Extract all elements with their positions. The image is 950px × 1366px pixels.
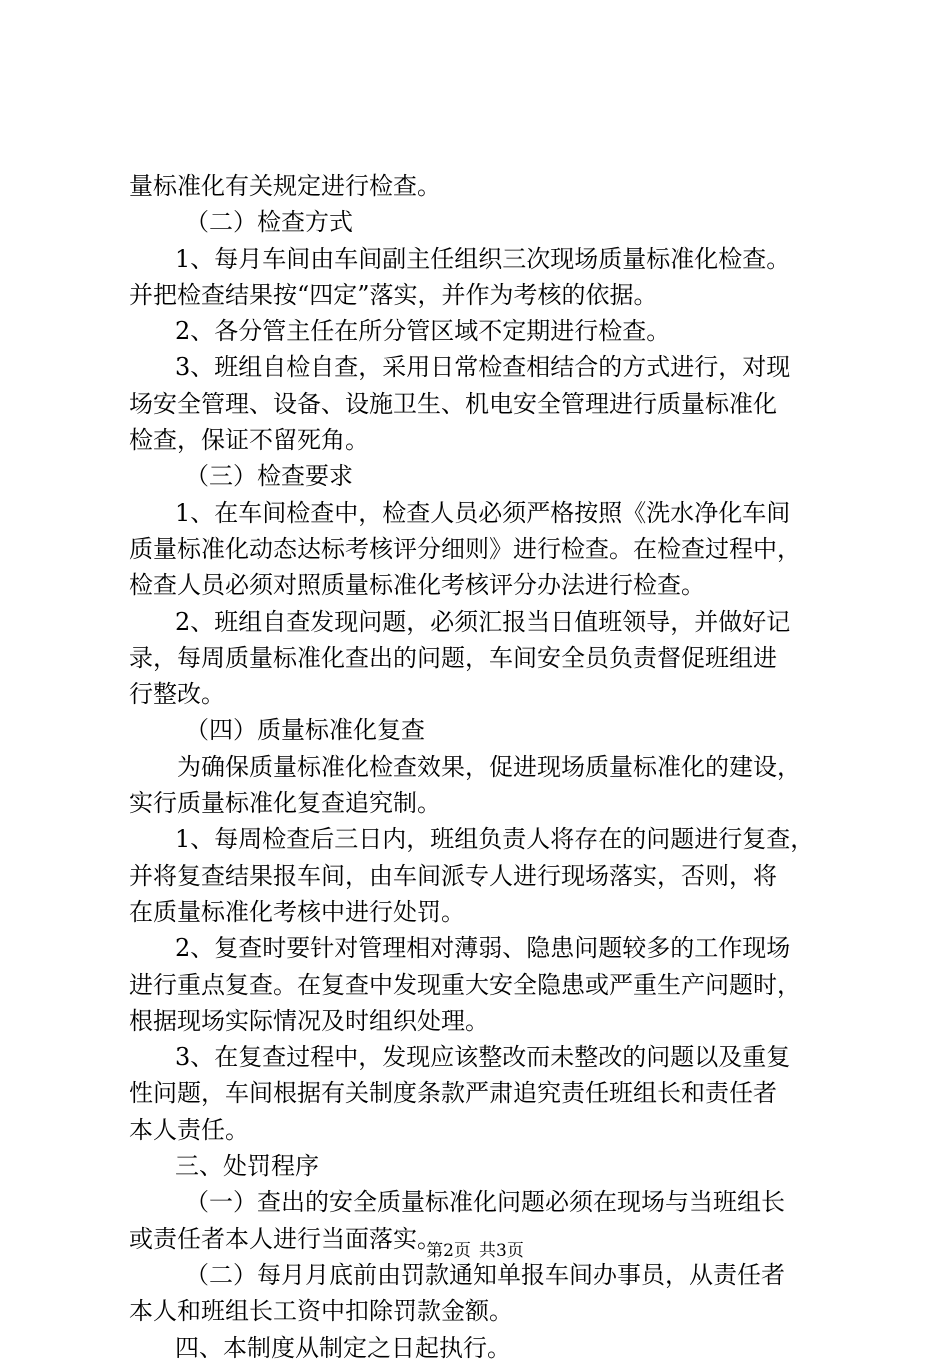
text-line: 实行质量标准化复查追究制。 — [129, 789, 441, 818]
text-line: 检查，保证不留死角。 — [129, 426, 369, 455]
text-line: 或责任者本人进行当面落实。 — [129, 1224, 441, 1253]
section-heading: 四、本制度从制定之日起执行。 — [175, 1333, 511, 1362]
text-line: 录，每周质量标准化查出的问题，车间安全员负责督促班组进 — [129, 643, 777, 672]
text-line: 并将复查结果报车间，由车间派专人进行现场落实，否则，将 — [129, 861, 777, 890]
text-line: 3、在复查过程中，发现应该整改而未整改的问题以及重复 — [175, 1043, 791, 1072]
text-line: 1、每月车间由车间副主任组织三次现场质量标准化检查。 — [175, 244, 791, 273]
text-line: 本人和班组长工资中扣除罚款金额。 — [129, 1297, 513, 1326]
text-line: 为确保质量标准化检查效果，促进现场质量标准化的建设， — [177, 752, 801, 781]
text-line: 2、班组自查发现问题，必须汇报当日值班领导，并做好记 — [175, 607, 791, 636]
text-line: 根据现场实际情况及时组织处理。 — [129, 1006, 489, 1035]
text-line: 2、各分管主任在所分管区域不定期进行检查。 — [175, 317, 671, 346]
text-line: 量标准化有关规定进行检查。 — [129, 172, 441, 200]
document-body — [129, 168, 841, 1366]
text-line: （二）每月月底前由罚款通知单报车间办事员，从责任者 — [185, 1260, 785, 1289]
section-heading: （二）检查方式 — [185, 208, 353, 237]
page-total: 共3页 — [479, 1241, 524, 1261]
text-line: 3、班组自检自查，采用日常检查相结合的方式进行，对现 — [175, 353, 791, 382]
text-line: 场安全管理、设备、设施卫生、机电安全管理进行质量标准化 — [129, 389, 777, 418]
page-footer — [0, 1240, 950, 1262]
text-line: 1、每周检查后三日内，班组负责人将存在的问题进行复查， — [175, 825, 815, 854]
text-line: 2、复查时要针对管理相对薄弱、隐患问题较多的工作现场 — [175, 934, 791, 963]
text-line: 1、在车间检查中，检查人员必须严格按照《洗水净化车间 — [175, 498, 791, 527]
text-line: 质量标准化动态达标考核评分细则》进行检查。在检查过程中， — [129, 534, 801, 563]
text-line: 本人责任。 — [129, 1115, 249, 1144]
text-line: 在质量标准化考核中进行处罚。 — [129, 897, 465, 926]
text-line: 性问题，车间根据有关制度条款严肃追究责任班组长和责任者 — [129, 1079, 777, 1108]
text-line: 进行重点复查。在复查中发现重大安全隐患或严重生产问题时， — [129, 970, 801, 999]
section-heading: 三、处罚程序 — [175, 1152, 319, 1181]
section-heading: （三）检查要求 — [185, 462, 353, 491]
section-heading: （四）质量标准化复查 — [185, 716, 425, 745]
page-number: 第2页 — [426, 1241, 471, 1261]
text-line: 检查人员必须对照质量标准化考核评分办法进行检查。 — [129, 571, 705, 600]
text-line: （一）查出的安全质量标准化问题必须在现场与当班组长 — [185, 1188, 785, 1217]
text-line: 并把检查结果按“四定”落实，并作为考核的依据。 — [129, 280, 658, 309]
text-line: 行整改。 — [129, 680, 225, 709]
